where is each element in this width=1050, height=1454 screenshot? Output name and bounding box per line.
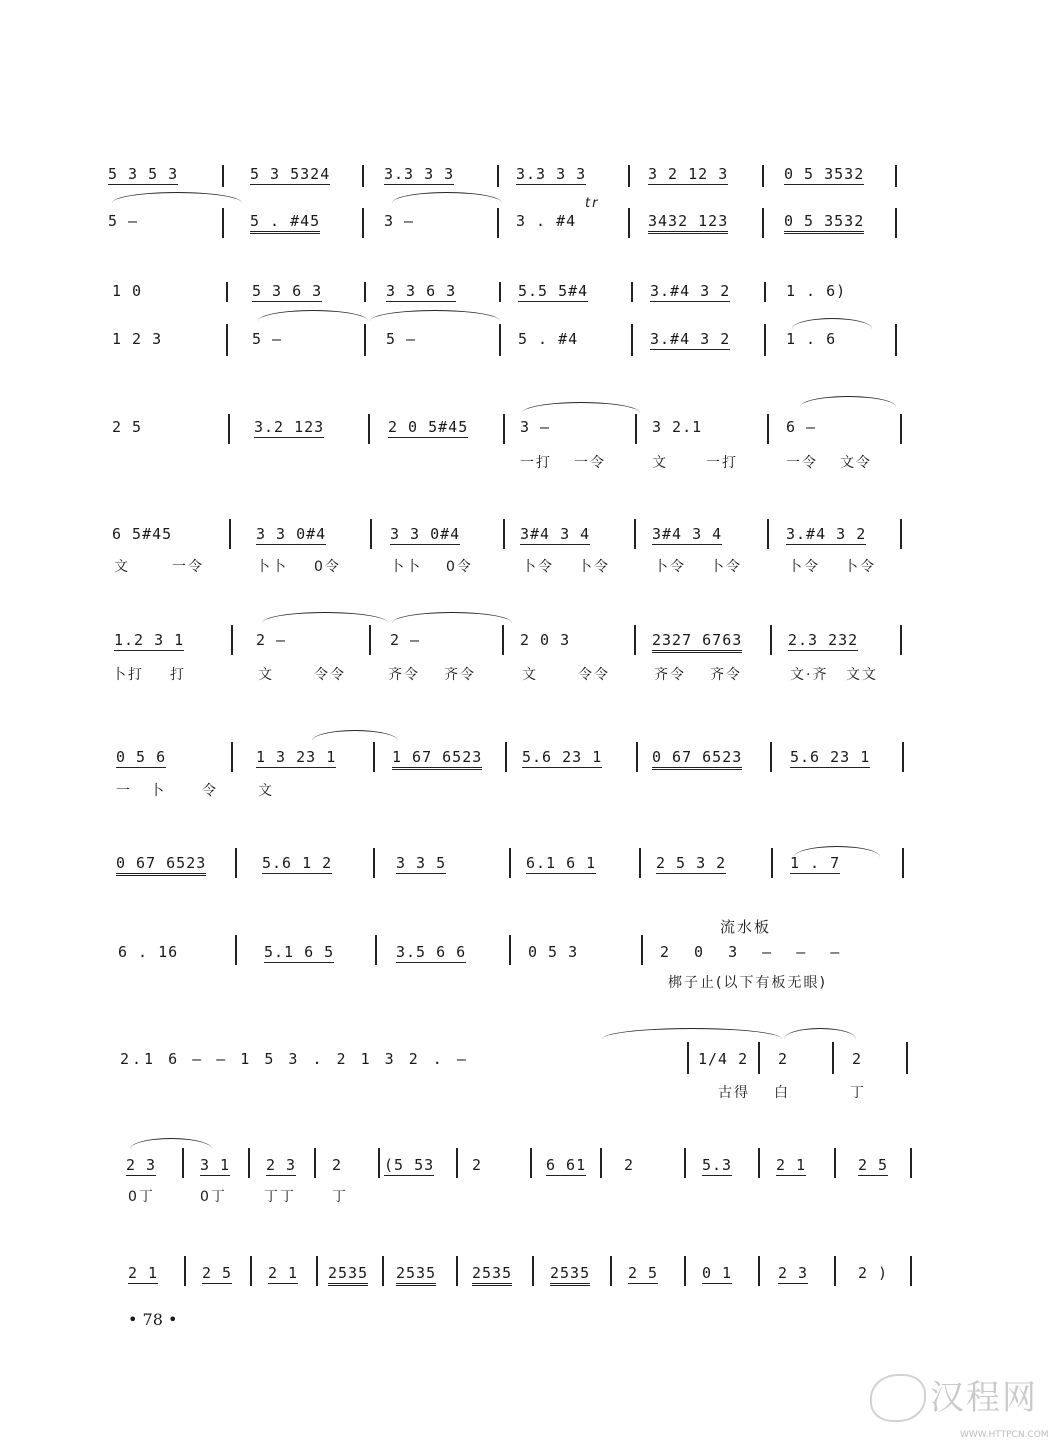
measure: 1.2 3 1 (114, 631, 185, 649)
measure: 2 3 (266, 1156, 297, 1174)
measure: (5 53 (384, 1156, 435, 1174)
measure: 3.#4 3 2 (786, 525, 867, 543)
measure: 0 1 (702, 1264, 733, 1282)
lyric-line: 一打 一令 文 一打 一令 文令 (520, 455, 872, 471)
measure: 1 2 3 (112, 330, 163, 348)
measure: 2 0 3 – – – (660, 943, 848, 961)
measure: 2 5 (858, 1156, 889, 1174)
measure: 0 5 3 (528, 943, 579, 961)
measure: 3 2 12 3 (648, 165, 729, 183)
measure: 0 5 3532 (784, 165, 865, 183)
measure: 1 3 23 1 (256, 748, 337, 766)
measure: 6 5#45 (112, 525, 173, 543)
page-number: • 78 • (128, 1310, 178, 1329)
measure: 2 (852, 1050, 863, 1068)
measure: 2 1 (128, 1264, 159, 1282)
staff-line (0, 943, 1050, 983)
measure: 3 1 (200, 1156, 231, 1174)
measure: 2 (778, 1050, 789, 1068)
measure: 2 3 (778, 1264, 809, 1282)
measure: 2 5 (628, 1264, 659, 1282)
watermark-text: 汉程网 (930, 1378, 1038, 1418)
measure: 1 67 6523 (392, 748, 482, 770)
measure: 1 . 6) (786, 282, 847, 300)
lyric-line: 卜打 打 文 令令 齐令 齐令 文 令令 齐令 齐令 文·齐 文文 (112, 667, 878, 683)
measure: 2 5 (112, 418, 143, 436)
measure: 1/4 2 (698, 1050, 749, 1068)
measure: 2 0 5#45 (388, 418, 469, 436)
measure: 2 ) (858, 1264, 889, 1282)
measure: 5 – (108, 212, 139, 230)
performance-note: 梆子止(以下有板无眼) (668, 975, 827, 991)
lyric-line: 古得 白 丁 (718, 1085, 866, 1101)
measure: 2 – (390, 631, 421, 649)
measure: 2 (472, 1156, 483, 1174)
staff-line (0, 212, 1050, 252)
measure: 2 3 (126, 1156, 157, 1174)
measure: 5.3 (702, 1156, 733, 1174)
measure: 3 . #4 (516, 212, 577, 230)
staff-line (0, 330, 1050, 370)
measure: 3 – (520, 418, 551, 436)
slur (784, 1028, 856, 1039)
trill-mark: tr (585, 196, 600, 211)
measure: 0 5 3532 (784, 212, 864, 234)
measure: 6 – (786, 418, 817, 436)
lyric-line: 文 一令 卜卜 0令 卜卜 0令 卜令 卜令 卜令 卜令 卜令 卜令 (114, 559, 876, 575)
measure: 5.5 5#4 (518, 282, 589, 300)
measure: 2 (624, 1156, 635, 1174)
measure: 6 . 16 (118, 943, 179, 961)
measure: 2535 (396, 1264, 436, 1286)
measure: 2.3 232 (788, 631, 859, 649)
staff-line (0, 1264, 1050, 1304)
measure: 2 1 (776, 1156, 807, 1174)
measure: 3.3 3 3 (384, 165, 455, 183)
slur (312, 730, 398, 741)
measure: 3432 123 (648, 212, 728, 234)
measure: 5 . #4 (518, 330, 579, 348)
measure: 5.6 23 1 (790, 748, 871, 766)
measure: 5 3 5 3 (108, 165, 179, 183)
measure: 5.6 23 1 (522, 748, 603, 766)
measure: 5 3 6 3 (252, 282, 323, 300)
measure: 6.1 6 1 (526, 854, 597, 872)
measure: 5 . #45 (250, 212, 320, 234)
lyric-line: 一 卜 令 文 (116, 783, 274, 799)
measure: 3.5 6 6 (396, 943, 467, 961)
slur (392, 612, 512, 623)
watermark-url: WWW.HTTPCN.COM (960, 1430, 1049, 1440)
slur (522, 402, 640, 413)
measure: 2535 (328, 1264, 368, 1286)
measure: 3 3 6 3 (386, 282, 457, 300)
measure: 2 – (256, 631, 287, 649)
measure: 3#4 3 4 (520, 525, 591, 543)
measure: 2 0 3 (520, 631, 571, 649)
tempo-marking: 流水板 (720, 918, 772, 936)
measure: 2327 6763 (652, 631, 742, 653)
measure: 1 . 7 (790, 854, 841, 872)
measure: 3 3 0#4 (390, 525, 461, 543)
measure: 3.3 3 3 (516, 165, 587, 183)
measure: 2 1 (268, 1264, 299, 1282)
measure: 2.1 6 – – 1 5 3 . 2 1 3 2 . – (120, 1050, 469, 1068)
measure: 2535 (472, 1264, 512, 1286)
measure: 3 – (384, 212, 415, 230)
measure: 5.1 6 5 (264, 943, 335, 961)
measure: 0 67 6523 (116, 854, 206, 876)
measure: 2 5 3 2 (656, 854, 727, 872)
staff-line (0, 282, 1050, 322)
measure: 6 61 (546, 1156, 587, 1174)
slur (130, 1138, 212, 1149)
measure: 3.2 123 (254, 418, 325, 436)
measure: 3.#4 3 2 (650, 282, 731, 300)
measure: 2535 (550, 1264, 590, 1286)
measure: 3.#4 3 2 (650, 330, 731, 348)
staff-line (0, 854, 1050, 894)
lyric-line: 0丁 0丁 丁丁 丁 (128, 1189, 348, 1205)
measure: 1 . 6 (786, 330, 837, 348)
measure: 2 5 (202, 1264, 233, 1282)
measure: 0 5 6 (116, 748, 167, 766)
measure: 3 2.1 (652, 418, 703, 436)
measure: 3 3 0#4 (256, 525, 327, 543)
measure: 3#4 3 4 (652, 525, 723, 543)
measure: 2 (332, 1156, 343, 1174)
measure: 5 – (386, 330, 417, 348)
measure: 1 0 (112, 282, 143, 300)
measure: 5.6 1 2 (262, 854, 333, 872)
measure: 3 3 5 (396, 854, 447, 872)
slur (800, 396, 896, 407)
measure: 5 3 5324 (250, 165, 331, 183)
slur (602, 1028, 782, 1039)
measure: 5 – (252, 330, 283, 348)
slur (794, 846, 880, 857)
slur (262, 612, 388, 623)
measure: 0 67 6523 (652, 748, 742, 770)
watermark-logo-icon (870, 1374, 926, 1422)
